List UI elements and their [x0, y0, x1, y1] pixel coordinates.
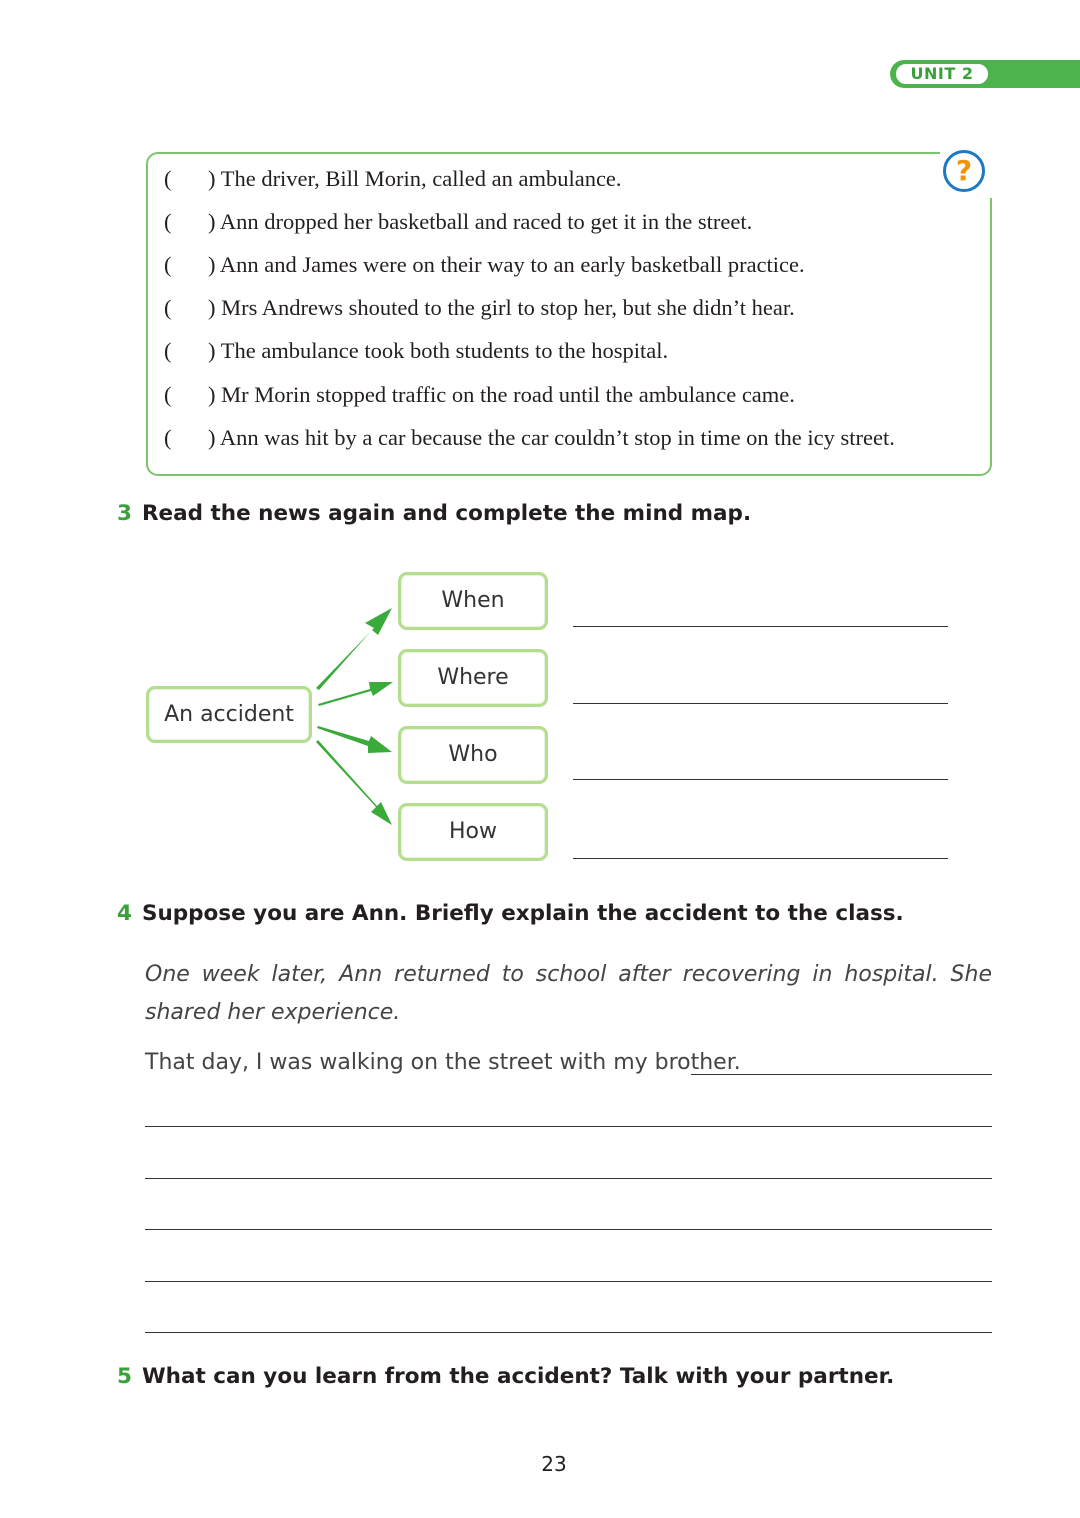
answer-line-who[interactable]	[573, 779, 948, 780]
mindmap-branch-how: How	[398, 803, 548, 861]
writing-line[interactable]	[145, 1281, 992, 1282]
answer-line-where[interactable]	[573, 703, 948, 704]
exercise-4-starter: That day, I was walking on the street with my brother.	[145, 1050, 741, 1075]
question-icon: ?	[943, 150, 985, 192]
writing-line[interactable]	[145, 1229, 992, 1230]
arrow-who	[317, 726, 392, 753]
ordering-item: ( ) The ambulance took both students to the hospital.	[164, 338, 669, 363]
ordering-item: ( ) Ann was hit by a car because the car couldn’t stop in time on the icy street.	[164, 425, 895, 450]
arrow-where	[318, 682, 393, 706]
ordering-item: ( ) Mrs Andrews shouted to the girl to stop her, but she didn’t hear.	[164, 295, 795, 320]
writing-line[interactable]	[145, 1178, 992, 1179]
arrow-when	[316, 608, 392, 690]
answer-line-how[interactable]	[573, 858, 948, 859]
exercise-5-heading: 5 What can you learn from the accident? Talk with your partner.	[117, 1364, 895, 1389]
exercise-4-heading: 4 Suppose you are Ann. Briefly explain the accident to the class.	[117, 901, 904, 926]
exercise-3-heading: 3 Read the news again and complete the mind map.	[117, 501, 752, 526]
mindmap-branch-where: Where	[398, 649, 548, 707]
arrow-how	[316, 740, 392, 825]
unit-label: UNIT 2	[894, 62, 990, 86]
ordering-item: ( ) Ann dropped her basketball and raced to get it in the street.	[164, 209, 753, 234]
exercise-4-prompt: One week later, Ann returned to school after recovering in hospital. She shared her experience.	[145, 962, 992, 1025]
ordering-item: ( ) Ann and James were on their way to an early basketball practice.	[164, 252, 805, 277]
mindmap-center: An accident	[146, 686, 312, 743]
writing-line[interactable]	[145, 1332, 992, 1333]
ordering-item: ( ) Mr Morin stopped traffic on the road until the ambulance came.	[164, 382, 795, 407]
ordering-item: ( ) The driver, Bill Morin, called an ambulance.	[164, 166, 622, 191]
mindmap-branch-who: Who	[398, 726, 548, 784]
writing-line[interactable]	[691, 1074, 992, 1075]
mindmap-branch-when: When	[398, 572, 548, 630]
writing-line[interactable]	[145, 1126, 992, 1127]
page-number: 23	[541, 1452, 567, 1476]
answer-line-when[interactable]	[573, 626, 948, 627]
